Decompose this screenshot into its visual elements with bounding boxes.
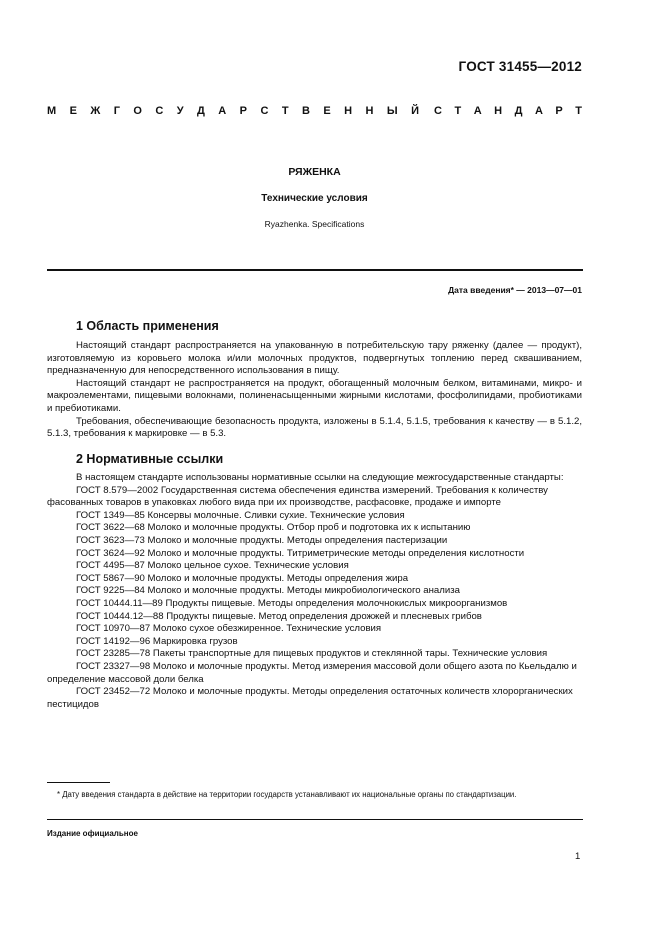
- standard-code: ГОСТ 31455—2012: [458, 59, 582, 74]
- reference-item: ГОСТ 5867—90 Молоко и молочные продукты. Методы определения жира: [76, 572, 409, 584]
- reference-item: ГОСТ 3623—73 Молоко и молочные продукты. Методы определения пастеризации: [76, 534, 448, 546]
- document-subtitle: Технические условия: [261, 193, 368, 204]
- reference-item: ГОСТ 10970—87 Молоко сухое обезжиренное. Технические условия: [76, 623, 382, 635]
- paragraph: Настоящий стандарт распространяется на упакованную в потребительскую тару ряженку (далее — продукт), изготовляемую из коровьего молока и/или молочных продуктов, подвергнутых топлению перед сквашиванием, предназначенную для непосредственного использования в пищу.: [47, 340, 582, 377]
- section-1-heading: 1 Область применения: [76, 319, 219, 333]
- reference-item: ГОСТ 23327—98 Молоко и молочные продукты. Метод измерения массовой доли общего азота по Кьельдалю и определение массовой доли белка: [47, 660, 577, 685]
- footnote-text: * Дату введения стандарта в действие на территории государств устанавливают их национальные органы по стандартизации.: [57, 790, 517, 799]
- section-1-body: [47, 340, 582, 441]
- section-2-body: [47, 472, 582, 711]
- edition-note: Издание официальное: [47, 829, 138, 838]
- section-2-heading: 2 Нормативные ссылки: [76, 452, 224, 466]
- reference-item: ГОСТ 10444.11—89 Продукты пищевые. Методы определения молочнокислых микроорганизмов: [76, 597, 508, 609]
- footer-divider: [47, 819, 583, 820]
- reference-item: ГОСТ 10444.12—88 Продукты пищевые. Метод определения дрожжей и плесневых грибов: [76, 610, 482, 622]
- reference-item: ГОСТ 4495—87 Молоко цельное сухое. Технические условия: [76, 560, 349, 572]
- paragraph: В настоящем стандарте использованы нормативные ссылки на следующие межгосударственные стандарты:: [76, 472, 564, 483]
- english-title: Ryazhenka. Specifications: [264, 219, 365, 229]
- banner-word-2: С Т А Н Д А Р Т: [434, 105, 582, 117]
- reference-list: [47, 485, 582, 712]
- paragraph: Настоящий стандарт не распространяется на продукт, обогащенный молочным белком, витаминами, микро- и макроэлементами, пищевыми волокнами, полиненасыщенными жирными кислотами, фосфолипидами, пробиотиками и пребиотиками.: [47, 377, 582, 414]
- title-divider: [47, 269, 583, 271]
- reference-item: ГОСТ 1349—85 Консервы молочные. Сливки сухие. Технические условия: [76, 509, 405, 521]
- standard-type-banner: [47, 105, 582, 117]
- banner-word-1: М Е Ж Г О С У Д А Р С Т В Е Н Н Ы Й: [47, 105, 419, 117]
- reference-item: ГОСТ 14192—96 Маркировка грузов: [76, 635, 238, 647]
- reference-item: ГОСТ 23452—72 Молоко и молочные продукты. Методы определения остаточных количеств хлорорганических пестицидов: [47, 686, 573, 710]
- footnote-divider: [47, 782, 110, 783]
- page-number: 1: [575, 851, 581, 862]
- reference-item: ГОСТ 23285—78 Пакеты транспортные для пищевых продуктов и стеклянной тары. Технические условия: [76, 648, 548, 660]
- document-title: РЯЖЕНКА: [288, 166, 341, 178]
- reference-item: ГОСТ 3622—68 Молоко и молочные продукты. Отбор проб и подготовка их к испытанию: [76, 522, 471, 534]
- paragraph: Требования, обеспечивающие безопасность продукта, изложены в 5.1.4, 5.1.5, требования к качеству — в 5.1.2, 5.1.3, требования к маркировке — в 5.3.: [47, 415, 582, 440]
- footnote: [47, 789, 582, 802]
- reference-item: ГОСТ 3624—92 Молоко и молочные продукты. Титриметрические методы определения кислотности: [76, 547, 525, 559]
- reference-item: ГОСТ 9225—84 Молоко и молочные продукты. Методы микробиологического анализа: [76, 585, 460, 597]
- introduction-date: Дата введения* — 2013—07—01: [448, 285, 582, 295]
- reference-item: ГОСТ 8.579—2002 Государственная система обеспечения единства измерений. Требования к количеству фасованных товаров в упаковках любого вида при их производстве, расфасовке, продаже и импорте: [47, 484, 548, 509]
